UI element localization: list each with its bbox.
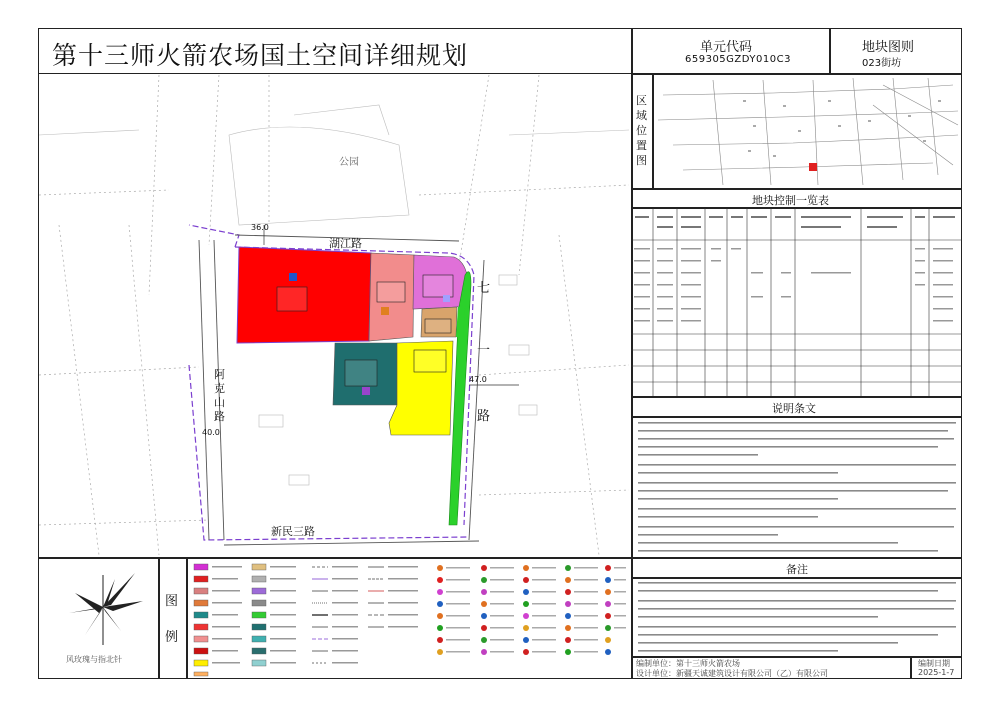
legend-label: 图例 [165,594,179,645]
title-box [38,28,632,74]
unit-code: 659305GZDY010C3 [685,54,791,65]
notes-header-line [631,416,962,418]
dim-47-label: 47.0 [469,375,487,384]
location-label: 区域位置图 [636,94,647,167]
road-west-label: 阿克山路 [214,368,225,423]
dim-36-label: 36.0 [251,223,269,232]
footer-date: 2025-1-7 [918,668,955,677]
park-label: 公园 [339,157,359,168]
remarks-header-line [631,577,962,579]
notes-title: 说明条文 [772,402,816,415]
map-type-value: 023街坊 [862,58,902,69]
dim-40-label: 40.0 [202,428,220,437]
footer-org: 编制单位：第十三师火箭农场 [636,659,740,668]
location-map [653,75,961,188]
site-marker [809,163,817,171]
compass-caption: 风玫瑰与指北针 [66,655,122,664]
header-divider [829,28,831,74]
unit-code-label: 单元代码 [700,40,753,55]
road-north-label: 湖江路 [329,237,362,250]
site-map [39,75,631,558]
facility-icon [362,387,370,395]
control-table [631,208,962,396]
hospital-icon [381,307,389,315]
remarks-body [634,580,960,656]
compass-divider [158,557,160,679]
map-type-label: 地块图则 [862,40,915,55]
notes-top-line [631,396,962,398]
utility-icon [443,295,450,302]
road-east-label-3: 路 [477,409,491,424]
footer-date-label: 编制日期 [918,659,950,668]
north-arrow-icon [55,565,150,655]
remarks-divider [631,557,633,679]
remarks-title: 备注 [786,563,808,576]
footer-design: 设计单位：新疆天诚建筑设计有限公司（乙）有限公司 [636,669,828,678]
legend [188,560,630,678]
notes-body [634,420,960,556]
road-south-label: 新民三路 [271,525,315,538]
footer-divider [910,656,912,679]
road-east-label-2: 一 [477,343,491,358]
page-title: 第十三师火箭农场国土空间详细规划 [52,41,469,70]
road-east-label-1: 七 [477,281,491,296]
map-area [39,75,631,558]
parking-icon [289,273,297,281]
table-top-line [631,188,962,190]
control-table-title: 地块控制一览表 [752,194,829,207]
